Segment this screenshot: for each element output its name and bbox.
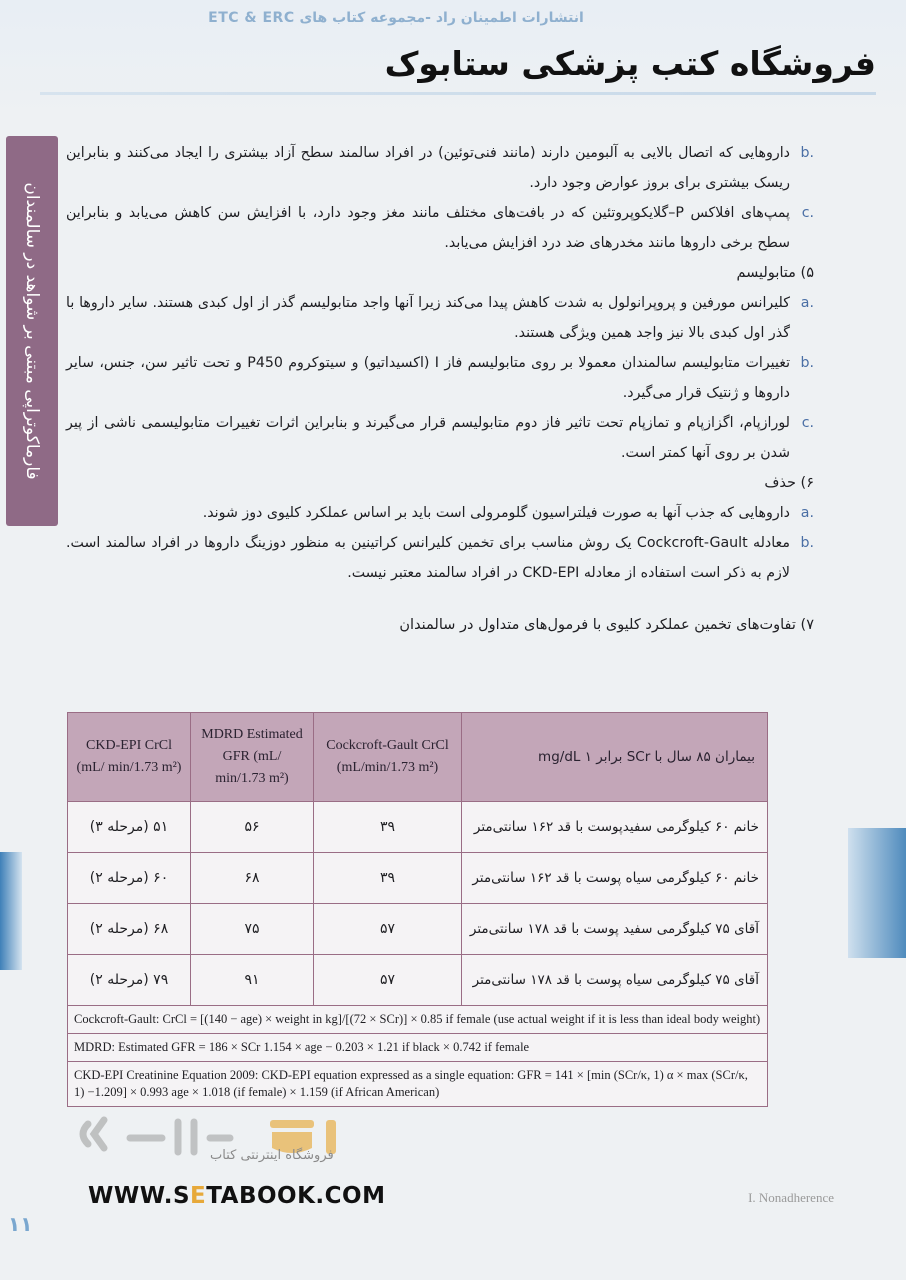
cell-cockcroft-gault: ۵۷ (314, 904, 462, 955)
formula-ckd-epi: CKD-EPI Creatinine Equation 2009: CKD-EPI equation expressed as a single equation: GFR = 141 × [min (SCr/κ, 1) α × max (SCr/κ, 1) −1.209] × 0.993 age × 1.018 (if female) × 1.159 (if African American) (68, 1062, 768, 1107)
cell-ckd-epi: ۷۹ (مرحله ۲) (68, 955, 191, 1006)
page-number: ۱۱ (8, 1212, 33, 1236)
cell-patient: آقای ۷۵ کیلوگرمی سفید پوست با قد ۱۷۸ سانتی‌متر (462, 904, 768, 955)
store-url[interactable] (88, 1183, 385, 1209)
cell-mdrd: ۶۸ (191, 853, 314, 904)
item-marker: a. (800, 295, 814, 311)
list-item (66, 408, 814, 468)
table-row (68, 802, 768, 853)
table-row (68, 955, 768, 1006)
table-row (68, 904, 768, 955)
list-item (66, 198, 814, 258)
table-note-row (68, 1034, 768, 1062)
cell-patient: آقای ۷۵ کیلوگرمی سیاه پوست با قد ۱۷۸ سانتی‌متر (462, 955, 768, 1006)
item-text: پمپ‌های افلاکس P–گلایکوپروتئین که در بافت‌های مختلف مانند مغز وجود دارد، با افزایش سن کاهش می‌یابد و بنابراین سطح برخی داروها مانند مخدرهای ضد درد افزایش می‌یابد. (66, 205, 790, 251)
cell-mdrd: ۹۱ (191, 955, 314, 1006)
cell-cockcroft-gault: ۵۷ (314, 955, 462, 1006)
formula-mdrd: MDRD: Estimated GFR = 186 × SCr 1.154 × age − 0.203 × 1.21 if black × 0.742 if female (68, 1034, 768, 1062)
item-marker: c. (801, 205, 814, 221)
cell-ckd-epi: ۶۸ (مرحله ۲) (68, 904, 191, 955)
chapter-title: فارماکوتراپی مبتنی بر شواهد در سالمندان (22, 182, 42, 480)
url-highlight-letter: E (190, 1183, 207, 1209)
url-suffix: TABOOK.COM (206, 1183, 386, 1209)
url-prefix: WWW.S (88, 1183, 191, 1209)
table-note-row (68, 1006, 768, 1034)
cell-ckd-epi: ۵۱ (مرحله ۳) (68, 802, 191, 853)
item-text: تغییرات متابولیسم سالمندان معمولا بر روی متابولیسم فاز I (اکسیداتیو) و سیتوکروم P450 و تحت تاثیر سن، جنس، سایر داروها و ژنتیک قرار می‌گیرد. (66, 355, 791, 401)
spacer (66, 588, 814, 610)
cell-mdrd: ۷۵ (191, 904, 314, 955)
list-item (66, 498, 814, 528)
edge-accent-right (848, 828, 906, 958)
edge-accent-left (0, 852, 22, 970)
header-mdrd: MDRD Estimated GFR (mL/ min/1.73 m²) (191, 713, 314, 802)
chapter-side-tab (6, 136, 58, 526)
renal-function-table (67, 712, 767, 1107)
list-item (66, 348, 814, 408)
section-heading-elimination: ۶) حذف (764, 475, 814, 491)
section-heading-metabolism: ۵) متابولیسم (736, 265, 814, 281)
bleed-through-reference: I. Nonadherence (748, 1190, 834, 1205)
item-marker: a. (800, 505, 814, 521)
cell-cockcroft-gault: ۳۹ (314, 853, 462, 904)
item-marker: b. (800, 145, 814, 161)
table-row (68, 853, 768, 904)
item-text: معادله Cockcroft-Gault یک روش مناسب برای تخمین کلیرانس کراتینین به منظور دوزینگ داروها در افراد سالمند است. لازم به ذکر است استفاده از معادله CKD-EPI در افراد سالمند معتبر نیست. (66, 535, 790, 581)
item-marker: b. (800, 355, 814, 371)
item-text: داروهایی که اتصال بالایی به آلبومین دارند (مانند فنی‌توئین) در افراد سالمند سطح آزاد بیشتری را ایجاد می‌کنند و بنابراین ریسک بیشتری برای بروز عوارض وجود دارد. (66, 145, 790, 191)
item-marker: c. (801, 415, 814, 431)
formula-cockcroft-gault: Cockcroft-Gault: CrCl = [(140 − age) × weight in kg]/[(72 × SCr)] × 0.85 if female (use actual weight if it is less than ideal body weight) (68, 1006, 768, 1034)
store-title: فروشگاه کتب پزشکی ستابوک (384, 44, 876, 83)
header-cockcroft-gault: Cockcroft-Gault CrCl (mL/min/1.73 m²) (314, 713, 462, 802)
section-heading-renal-estimates: ۷) تفاوت‌های تخمین عملکرد کلیوی با فرمول‌های متداول در سالمندان (399, 617, 814, 633)
item-text: لورازپام، اگزازپام و تمازپام تحت تاثیر فاز دوم متابولیسم قرار می‌گیرند و بنابراین اثرات تغییرات متابولیسمی ناشی از پیر شدن بر روی آنها کمتر است. (66, 415, 790, 461)
list-item (66, 288, 814, 348)
logo-arrow-glyph (83, 1120, 104, 1148)
store-brand-subtitle: فروشگاه اینترنتی کتاب (210, 1148, 334, 1163)
cell-mdrd: ۵۶ (191, 802, 314, 853)
cell-ckd-epi: ۶۰ (مرحله ۲) (68, 853, 191, 904)
cell-patient: خانم ۶۰ کیلوگرمی سیاه پوست با قد ۱۶۲ سانتی‌متر (462, 853, 768, 904)
item-text: کلیرانس مورفین و پروپرانولول به شدت کاهش پیدا می‌کند زیرا آنها واجد متابولیسم گذر از اول کبدی هستند. سایر داروها با گذر اول کبدی بالا نیز واجد همین ویژگی هستند. (66, 295, 790, 341)
logo-book-bar-top (270, 1120, 314, 1128)
list-item (66, 138, 814, 198)
list-item (66, 528, 814, 588)
series-note: انتشارات اطمینان راد -مجموعه کتاب های ETC & ERC (208, 10, 584, 26)
header-ckd-epi: CKD-EPI CrCl (mL/ min/1.73 m²) (68, 713, 191, 802)
header-patient: بیماران ۸۵ سال با SCr برابر ۱ mg/dL (462, 713, 768, 802)
cell-patient: خانم ۶۰ کیلوگرمی سفیدپوست با قد ۱۶۲ سانتی‌متر (462, 802, 768, 853)
table-header-row (68, 713, 768, 802)
header-rule (40, 92, 876, 95)
cell-cockcroft-gault: ۳۹ (314, 802, 462, 853)
item-text: داروهایی که جذب آنها به صورت فیلتراسیون گلومرولی است باید بر اساس عملکرد کلیوی دوز شوند. (202, 505, 790, 521)
body-text (66, 138, 814, 640)
item-marker: b. (800, 535, 814, 551)
